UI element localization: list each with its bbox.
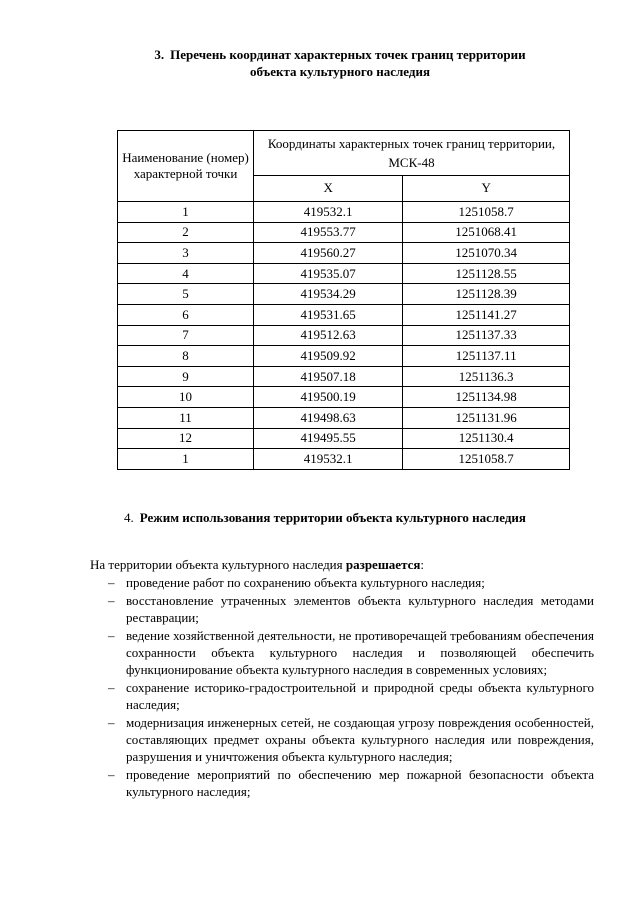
cell-x: 419532.1 — [254, 449, 403, 470]
cell-x: 419498.63 — [254, 407, 403, 428]
permitted-intro-text: На территории объекта культурного наследия — [90, 557, 346, 572]
bullet-dash: – — [108, 575, 115, 590]
table-row — [118, 449, 570, 470]
cell-x: 419535.07 — [254, 263, 403, 284]
list-item — [108, 627, 594, 678]
cell-x: 419495.55 — [254, 428, 403, 449]
list-item-text: восстановление утраченных элементов объекта культурного наследия методами реставрации; — [126, 593, 594, 625]
bullet-dash: – — [108, 715, 115, 730]
cell-x: 419509.92 — [254, 346, 403, 367]
list-item — [108, 592, 594, 626]
list-item — [108, 766, 594, 800]
list-item-text: сохранение историко-градостроительной и природной среды объекта культурного наследия; — [126, 680, 594, 712]
cell-y: 1251137.11 — [403, 346, 570, 367]
cell-point: 6 — [118, 304, 254, 325]
permitted-intro-bold: разрешается — [345, 557, 421, 572]
cell-y: 1251058.7 — [403, 202, 570, 223]
permitted-intro — [90, 556, 424, 573]
header-coordinates: Координаты характерных точек границ территории, МСК-48 — [254, 131, 570, 176]
table-row — [118, 346, 570, 367]
list-item-text: проведение мероприятий по обеспечению мер пожарной безопасности объекта культурного наследия; — [126, 767, 594, 799]
section-3-title-line-1: Перечень координат характерных точек границ территории — [170, 47, 526, 62]
table-row — [118, 325, 570, 346]
cell-x: 419534.29 — [254, 284, 403, 305]
cell-point: 9 — [118, 366, 254, 387]
table-row — [118, 263, 570, 284]
table-row — [118, 304, 570, 325]
cell-x: 419531.65 — [254, 304, 403, 325]
table-row — [118, 222, 570, 243]
header-y: Y — [403, 175, 570, 201]
coordinates-table — [117, 130, 570, 470]
cell-x: 419532.1 — [254, 202, 403, 223]
list-item — [108, 574, 594, 591]
cell-point: 11 — [118, 407, 254, 428]
cell-point: 5 — [118, 284, 254, 305]
table-row — [118, 284, 570, 305]
cell-y: 1251134.98 — [403, 387, 570, 408]
cell-y: 1251068.41 — [403, 222, 570, 243]
header-point-name: Наименование (номер) характерной точки — [118, 131, 254, 202]
header-x: X — [254, 175, 403, 201]
list-item-text: проведение работ по сохранению объекта культурного наследия; — [126, 575, 485, 590]
cell-point: 3 — [118, 243, 254, 264]
cell-y: 1251070.34 — [403, 243, 570, 264]
bullet-dash: – — [108, 628, 115, 643]
list-item-text: модернизация инженерных сетей, не создающая угрозу повреждения особенностей, составляющих предмет охраны объекта культурного наследия или повреждения, разрушения и уничтожения объекта культурного наследия; — [126, 715, 594, 764]
cell-y: 1251128.55 — [403, 263, 570, 284]
cell-point: 10 — [118, 387, 254, 408]
coordinates-table-body — [118, 202, 570, 470]
cell-point: 1 — [118, 449, 254, 470]
list-item-text: ведение хозяйственной деятельности, не противоречащей требованиям обеспечения сохранности объекта культурного наследия и позволяющей обеспечить функционирование объекта культурного наследия в современных условиях; — [126, 628, 594, 677]
table-row — [118, 428, 570, 449]
cell-y: 1251131.96 — [403, 407, 570, 428]
permitted-intro-colon: : — [420, 557, 425, 572]
cell-point: 7 — [118, 325, 254, 346]
cell-x: 419512.63 — [254, 325, 403, 346]
section-4-title: Режим использования территории объекта культурного наследия — [139, 510, 526, 525]
bullet-dash: – — [108, 767, 115, 782]
section-4-heading — [124, 509, 604, 526]
cell-y: 1251137.33 — [403, 325, 570, 346]
table-row — [118, 202, 570, 223]
section-3-heading-line-1 — [110, 46, 570, 63]
list-item — [108, 714, 594, 765]
cell-x: 419500.19 — [254, 387, 403, 408]
section-3-title-line-2: объекта культурного наследия — [250, 64, 430, 79]
table-row — [118, 407, 570, 428]
cell-point: 4 — [118, 263, 254, 284]
section-4-number: 4. — [124, 510, 134, 525]
cell-y: 1251058.7 — [403, 449, 570, 470]
cell-point: 1 — [118, 202, 254, 223]
table-row — [118, 243, 570, 264]
bullet-dash: – — [108, 593, 115, 608]
cell-y: 1251141.27 — [403, 304, 570, 325]
cell-x: 419507.18 — [254, 366, 403, 387]
section-3-number: 3. — [154, 47, 165, 62]
table-row — [118, 387, 570, 408]
cell-point: 2 — [118, 222, 254, 243]
section-3-heading — [110, 46, 570, 80]
cell-y: 1251128.39 — [403, 284, 570, 305]
permitted-list — [108, 574, 594, 801]
cell-y: 1251130.4 — [403, 428, 570, 449]
cell-point: 8 — [118, 346, 254, 367]
cell-x: 419560.27 — [254, 243, 403, 264]
cell-y: 1251136.3 — [403, 366, 570, 387]
cell-point: 12 — [118, 428, 254, 449]
bullet-dash: – — [108, 680, 115, 695]
list-item — [108, 679, 594, 713]
table-row — [118, 366, 570, 387]
cell-x: 419553.77 — [254, 222, 403, 243]
